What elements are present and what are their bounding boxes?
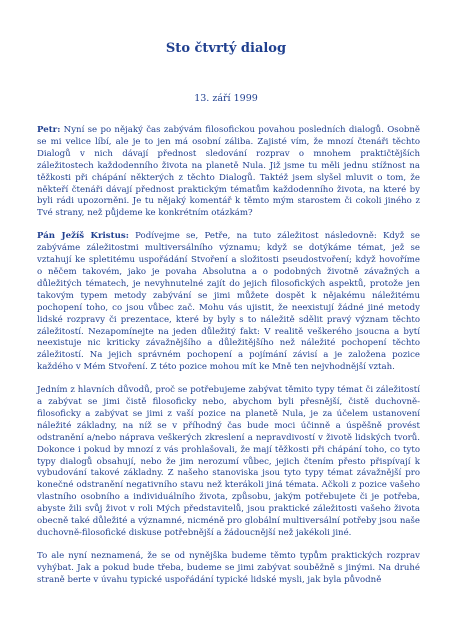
paragraph-text: Podívejme se, Petře, na tuto záležitost následovně: Když se zabýváme záležitostmi multiversálního významu; když se dotýkáme témat, jež se vztahují ke spletitému uspořádání Stvoření a složitosti pseudostvoření; když hovoříme o něčem takovém, jako je povaha Absolutna a o podobných životně závažných a důležitých tématech, je nevyhnutelné zajít do jejich filosofických aspektů, protože jen takovým typem metody zabývání se jimi můžete dospět k nějakému náležitému pochopení toho, co jsou vůbec zač. Mohu vás ujistit, že neexistují žádné jiné metody lidské rozpravy či prezentace, které by byly s to náležitě sdělit pravý význam těchto záležitostí. Nezapomínejte na jeden důležitý fakt: V realitě veškerého jsoucna a bytí neexistuje nic kriticky závažnějšího a důležitějšího než náležité pochopení těchto záležitostí. Na jejich správném pochopení a pojímání závisí a je založena pozice každého v Mém Stvoření. Z této pozice mohou mít ke Mně ten nejvhodnější vztah. xyxy=(37,231,420,373)
paragraph-4 xyxy=(37,551,420,587)
paragraph-1 xyxy=(37,125,420,220)
paragraph-text: To ale nyní neznamená, že se od nynějška budeme těmto typům praktických rozprav vyhýbat. Jak a pokud bude třeba, budeme se jimi zabývat souběžně s jinými. Na druhé straně berte v úvahu typické uspořádání typické lidské mysli, jak byla původně xyxy=(37,550,420,585)
paragraph-text: Jedním z hlavních důvodů, proč se potřebujeme zabývat těmito typy témat či záležitostí a zabývat se jimi čistě filosoficky nebo, abychom byli přesnější, čistě duchovně-filosoficky a zabývat se jimi z vaší pozice na planetě Nula, je za účelem ustanovení náležité základny, na níž se v příhodný čas bude moci účinně a úspěšně provést odstranění a/nebo náprava veškerých zkreslení a nepravdivostí v životě lidských tvorů. Dokonce i pokud by mnozí z vás prohlašovali, že mají těžkosti při chápání toho, co tyto typy dialogů obsahují, nebo že jim nerozumí vůbec, jejich čtením přesto přispívají k vybudování takové základny. Z našeho stanoviska jsou tyto typy témat závažnější pro konečné odstranění negativního stavu než kterákoli jiná témata. Ačkoli z pozice vašeho vlastního osobního a individuálního života, způsobu, jakým potřebujete či je potřeba, abyste žili svůj život v roli Mých představitelů, jsou praktické záležitosti vašeho života obecně také důležité a významné, nicméně pro globální multiversální potřeby jsou naše duchovně-filosofické diskuse potřebnější a žádoucnější než jakékoli jiné. xyxy=(37,385,420,538)
paragraph-2 xyxy=(37,231,420,374)
speaker-label: Petr: xyxy=(37,125,61,135)
document-body xyxy=(37,125,420,598)
paragraph-3 xyxy=(37,385,420,540)
document-title: Sto čtvrtý dialog xyxy=(165,41,287,56)
document-date: 13. září 1999 xyxy=(194,93,258,104)
paragraph-text: Nyní se po nějaký čas zabývám filosofickou povahou posledních dialogů. Osobně se mi velice líbí, ale je to jen má osobní záliba. Zajisté vím, že mnozí čtenáři těchto Dialogů v nich dávají přednost sledování rozprav o mnohem praktičtějších záležitostech každodenního života na planetě Nula. Již jsme tu měli jednu stížnost na těžkosti při chápání některých z těchto Dialogů. Taktéž jsem slyšel mluvit o tom, že někteří čtenáři dávají přednost praktickým tématům každodenního života, na které by byli rádi upozorněni. Je tu nějaký komentář k těmto mým starostem či cokoli jiného z Tvé strany, než půjdeme ke konkrétním otázkám? xyxy=(37,125,420,219)
speaker-label: Pán Ježíš Kristus: xyxy=(37,231,129,242)
